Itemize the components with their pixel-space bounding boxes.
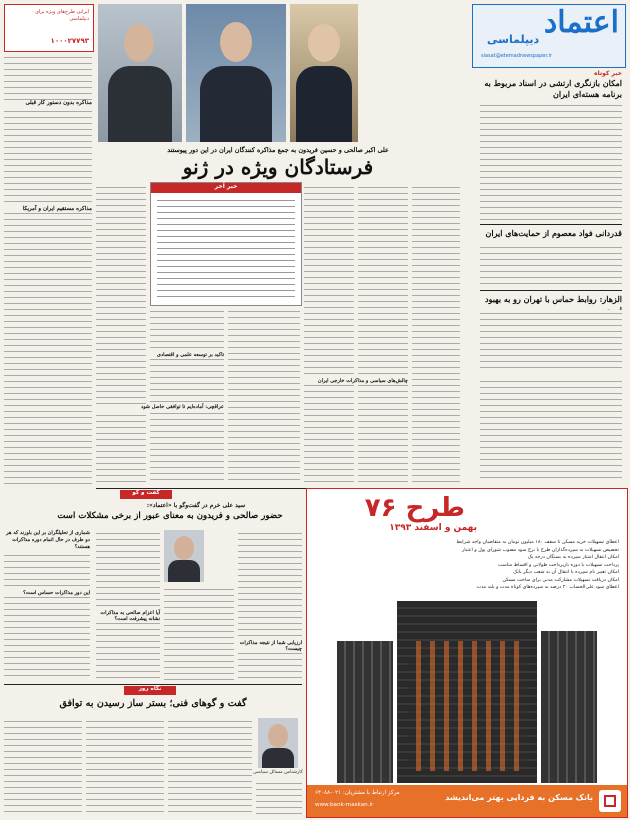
sidebar-body-2 [480,244,622,286]
stamp-number: ۱۰۰۰۲۷۷۹۳ [50,37,89,45]
interview-kicker: سید علی خرم در گفت‌وگو با «اعتماد»: [146,502,246,509]
ad-item: تخصیص تسهیلات به سپرده‌گذاران طرح با نرخ سود مصوب شورای پول و اعتبار [461,547,619,553]
lead-side-title-3: تاکید بر توسعه علمی و اقتصادی [150,352,224,358]
ad-subtitle: بهمن و اسفند ۱۳۹۳ [389,523,477,533]
ad-item: پرداخت تسهیلات با دوره بازپرداخت طولانی و اقساط مناسب [498,562,619,568]
interview-col-3 [238,530,302,680]
left-column-body [4,54,92,484]
photo-opinion-author [258,718,298,768]
photo-zarif [186,4,286,142]
lead-col-6 [228,308,300,484]
left-side-title-1: مذاکره بدون دستور کار قبلی [4,100,92,106]
sidebar-body-4 [480,378,622,482]
opinion-col-3 [168,718,252,814]
opinion-tag: نگاه روز [124,686,176,695]
ad-item: امکان انتقال امتیاز سپرده به بستگان درجه یک [527,555,619,560]
lead-box-text [157,197,295,301]
lead-side-title-5: چالش‌های سیاسی و مذاکرات خارجی ایران [304,378,408,384]
sidebar-headline-3: الزهار: روابط حماس با تهران رو به بهبود [485,294,622,304]
ad-phone: مرکز ارتباط با مشتریان: ۰۲۱-۶۴۰۸۸ [315,790,400,796]
ad-item: اعطای سود علی‌الحساب ۲۰ درصد به سپرده‌های کوتاه مدت و بلند مدت [476,585,619,590]
lead-col-4 [96,184,146,484]
sidebar-kicker: خبر کوتاه [594,70,622,77]
interview-question-2: این دور مذاکرات حساس است؟ [4,590,90,596]
opinion-headline: گفت و گوهای فنی؛ بستر ساز رسیدن به توافق [59,698,247,709]
opinion-col-2 [86,718,164,814]
interview-col-1 [96,530,160,680]
masthead-logo: اعتماد [543,5,619,40]
ad-item: امکان دریافت تسهیلات مشارکت مدنی برای ساخت مسکن [502,577,619,583]
lead-headline: فرستادگان ویژه در ژنو [182,155,374,179]
ad-website[interactable]: www.bank-maskan.ir [315,802,374,808]
opinion-rule [4,684,302,685]
opinion-col-4 [256,780,302,814]
interview-question-3: آیا اعزام صالحی به مذاکرات نشانه پیشرفت است؟ [96,610,160,622]
opinion-author-caption: کارشناس مسائل سیاسی [252,770,304,775]
lead-col-2 [358,184,408,484]
ad-bank-name: بانک مسکن به فردایی بهتر می‌اندیشد [445,793,593,802]
stamp-text: ایرانی طرح‌های ویژه برای دیپلماسی [35,9,89,22]
interview-tag: گفت و گو [120,490,172,499]
sidebar-body-1 [480,102,622,220]
interview-question-1: شماری از تحلیلگران بر این باورند که هر دو طرف در حال اتمام دوره مذاکرات هستند؟ [6,530,90,550]
photo-salehi [290,4,358,142]
masthead-email: siasat@etemadnewspaper.ir [481,53,552,59]
lead-side-title-4: عراقچی: آماده‌ایم تا توافقی حاصل شود [96,404,224,410]
lead-col-5 [150,308,224,484]
sidebar-body-3 [480,310,622,372]
photo-interviewee [164,530,204,582]
stamp-box [4,4,94,52]
sidebar-rule-1 [480,224,622,225]
sidebar-rule-2 [480,290,622,291]
interview-col-4 [4,552,90,680]
interview-col-2 [164,586,234,680]
masthead [472,4,626,68]
ad-footer-bar [307,785,627,817]
opinion-col-1 [4,718,82,814]
masthead-section: دیپلماسی [487,33,540,46]
ad-item: امکان تغییر نام سپرده یا انتقال آن به شعب دیگر بانک [513,570,619,575]
sidebar-headline: امکان بازنگری ارتشی در اسناد مربوط به برنامه هسته‌ای ایران [484,78,622,99]
left-side-title-2: مذاکره مستقیم ایران و آمریکا [4,206,92,212]
lead-box [150,182,302,306]
lead-kicker: علی اکبر صالحی و حسین فریدون به جمع مذاکره کنندگان ایران در این دور پیوستند [167,146,389,154]
interview-headline: حضور صالحی و فریدون به معنای عبور از برخی مشکلات است [57,511,283,521]
sidebar-headline-2: قدردانی فواد معصوم از حمایت‌های ایران [485,228,622,238]
photo-fereydoun [98,4,182,142]
lead-col-1 [304,184,354,484]
interview-question-4: ارزیابی شما از نتیجه مذاکرات چیست؟ [239,640,302,652]
ad-title: طرح ۷۶ [364,493,465,523]
ad-bank-logo [599,790,621,812]
ad-item: اعطای تسهیلات خرید مسکن تا سقف ۱۸۰ میلیون تومان به متقاضیان واجد شرایط [456,540,619,545]
ad-items [315,539,619,592]
lead-col-3 [412,184,460,484]
ad-bank-maskan[interactable] [306,488,628,818]
lead-box-label: خبر آخر [151,183,301,193]
ad-building-illustration [337,601,597,783]
